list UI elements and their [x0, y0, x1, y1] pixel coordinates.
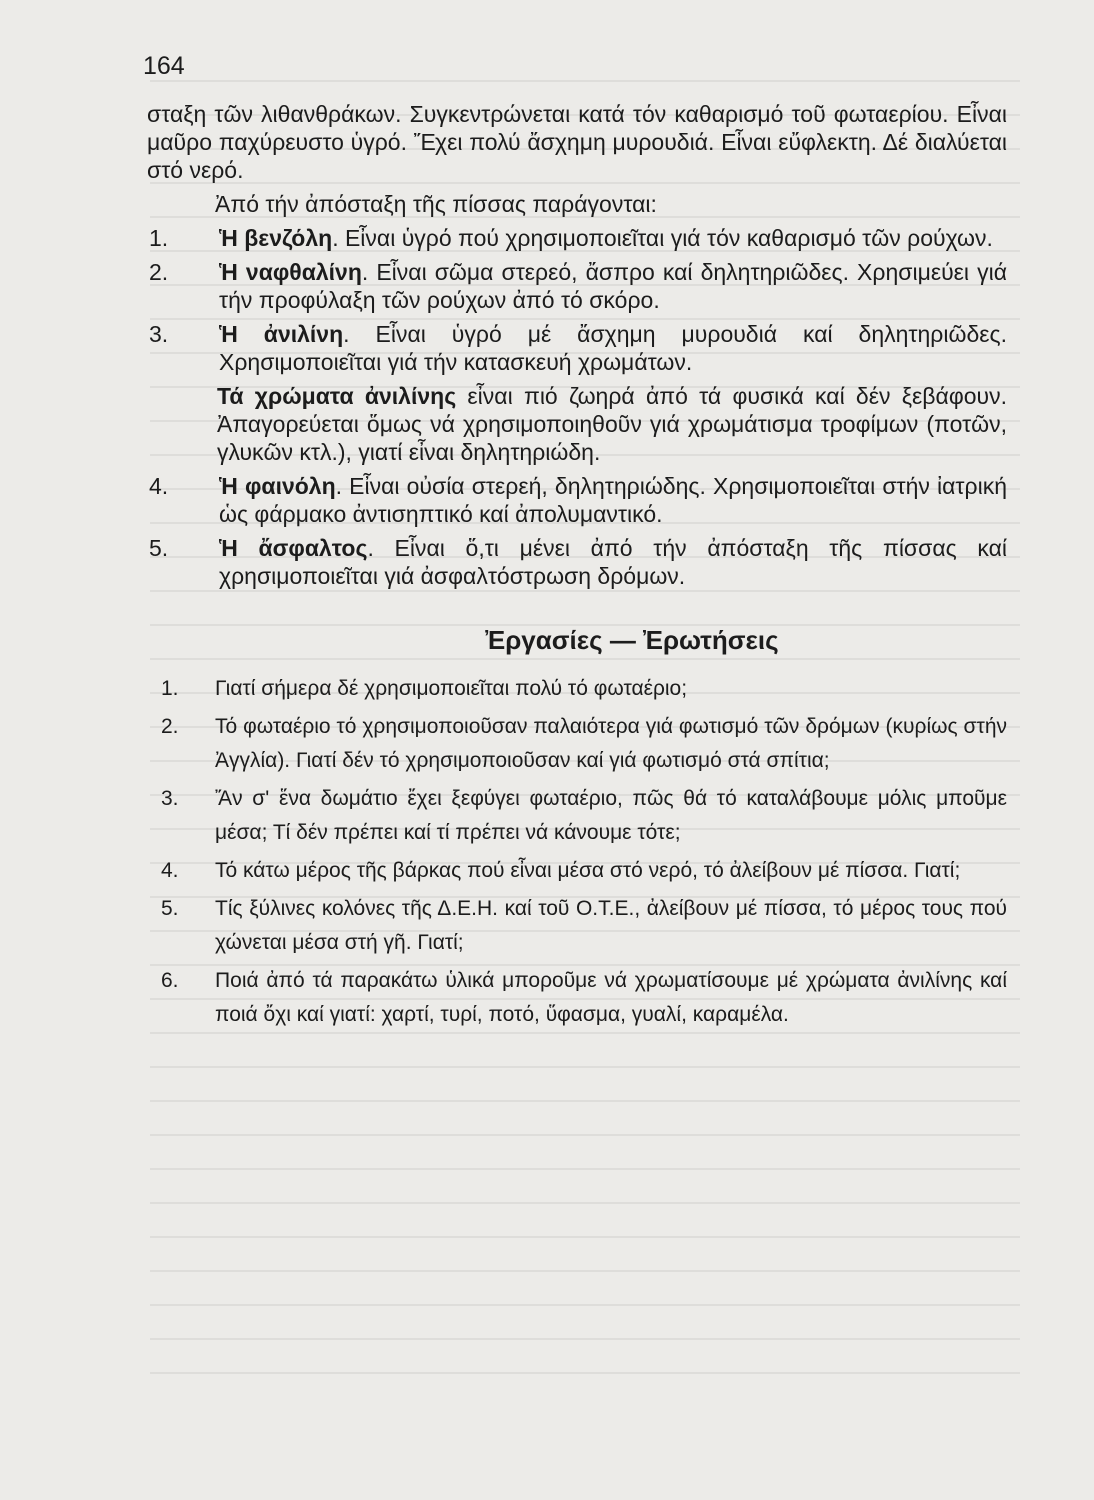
- question-number: 1.: [161, 677, 179, 700]
- question-6: [147, 964, 1007, 1032]
- question-2: [147, 710, 1007, 778]
- question-number: 2.: [161, 715, 179, 738]
- page-content: [147, 100, 1007, 1032]
- product-number: 5.: [149, 535, 169, 561]
- lead-sentence: Ἀπό τήν ἀπόσταξη τῆς πίσσας παράγονται:: [215, 191, 657, 217]
- section-title: Ἐργασίες — Ἐρωτήσεις: [485, 625, 779, 655]
- product-name: Ἡ ἀνιλίνη: [219, 321, 344, 347]
- aniline-colors-text: εἶναι πιό ζωηρά ἀπό τά φυσικά καί δέν ξεβάφουν. Ἀπαγορεύεται ὅμως νά χρησιμοποιηθοῦν γιά χρωμάτισμα τροφίμων (ποτῶν, γλυκῶν κτλ.), γιατί εἶναι δηλητηριώδη.: [217, 383, 1007, 465]
- question-text: Τίς ξύλινες κολόνες τῆς Δ.Ε.Η. καί τοῦ Ο.Τ.Ε., ἀλείβουν μέ πίσσα, τό μέρος τους πού χώνεται μέσα στή γῆ. Γιατί;: [215, 897, 1007, 954]
- product-item-3: [147, 320, 1007, 376]
- question-number: 3.: [161, 787, 179, 810]
- product-text: . Εἶναι οὐσία στερεή, δηλητηριώδης. Χρησιμοποιεῖται στήν ἰατρική ὡς φάρμακο ἀντισηπτικό καί ἀπολυμαντικό.: [219, 473, 1007, 527]
- question-3: [147, 782, 1007, 850]
- intro-paragraph: σταξη τῶν λιθανθράκων. Συγκεντρώνεται κατά τόν καθαρισμό τοῦ φωταερίου. Εἶναι μαῦρο παχύρευστο ὑγρό. Ἔχει πολύ ἄσχημη μυρουδιά. Εἶναι εὔφλεκτη. Δέ διαλύεται στό νερό.: [147, 101, 1007, 183]
- product-name: Ἡ ἄσφαλτος: [219, 535, 368, 561]
- question-5: [147, 892, 1007, 960]
- product-text: . Εἶναι ὑγρό μέ ἄσχημη μυρουδιά καί δηλητηριῶδες. Χρησιμοποιεῖται γιά τήν κατασκευή χρωμάτων.: [219, 321, 1007, 375]
- product-name: Ἡ φαινόλη: [219, 473, 336, 499]
- product-item-2: [147, 258, 1007, 314]
- product-number: 4.: [149, 473, 169, 499]
- question-text: Ποιά ἀπό τά παρακάτω ὑλικά μποροῦμε νά χρωματίσουμε μέ χρώματα ἀνιλίνης καί ποιά ὄχι καί γιατί: χαρτί, τυρί, ποτό, ὕφασμα, γυαλί, καραμέλα.: [215, 969, 1007, 1026]
- product-text: . Εἶναι ὅ,τι μένει ἀπό τήν ἀπόσταξη τῆς πίσσας καί χρησιμοποιεῖται γιά ἀσφαλτόστρωση δρόμων.: [219, 535, 1008, 589]
- question-4: [147, 854, 1007, 888]
- product-item-4: [147, 472, 1007, 528]
- product-number: 2.: [149, 259, 169, 285]
- question-text: Τό φωταέριο τό χρησιμοποιοῦσαν παλαιότερα γιά φωτισμό τῶν δρόμων (κυρίως στήν Ἀγγλία). Γιατί δέν τό χρησιμοποιοῦσαν καί γιά φωτισμό στά σπίτια;: [215, 715, 1007, 772]
- aniline-colors-heading: Τά χρώματα ἀνιλίνης: [217, 383, 457, 409]
- product-item-1: [147, 224, 1007, 252]
- question-number: 4.: [161, 859, 179, 882]
- question-number: 6.: [161, 969, 179, 992]
- product-name: Ἡ βενζόλη: [219, 225, 333, 251]
- question-number: 5.: [161, 897, 179, 920]
- question-text: Γιατί σήμερα δέ χρησιμοποιεῖται πολύ τό φωταέριο;: [215, 677, 688, 700]
- product-item-5: [147, 534, 1007, 590]
- page-number: 164: [143, 52, 185, 80]
- questions-list: [147, 672, 1007, 1032]
- aniline-colors-paragraph: [217, 382, 1007, 466]
- question-1: [147, 672, 1007, 706]
- question-text: Τό κάτω μέρος τῆς βάρκας πού εἶναι μέσα στό νερό, τό ἀλείβουν μέ πίσσα. Γιατί;: [215, 859, 961, 882]
- product-name: Ἡ ναφθαλίνη: [219, 259, 362, 285]
- product-text: . Εἶναι ὑγρό πού χρησιμοποιεῖται γιά τόν καθαρισμό τῶν ρούχων.: [332, 225, 993, 251]
- product-text: . Εἶναι σῶμα στερεό, ἄσπρο καί δηλητηριῶδες. Χρησιμεύει γιά τήν προφύλαξη τῶν ρούχων ἀπό τό σκόρο.: [219, 259, 1007, 313]
- question-text: Ἄν σ' ἕνα δωμάτιο ἔχει ξεφύγει φωταέριο, πῶς θά τό καταλάβουμε μόλις μποῦμε μέσα; Τί δέν πρέπει καί τί πρέπει νά κάνουμε τότε;: [215, 787, 1007, 844]
- product-number: 1.: [149, 225, 169, 251]
- product-number: 3.: [149, 321, 169, 347]
